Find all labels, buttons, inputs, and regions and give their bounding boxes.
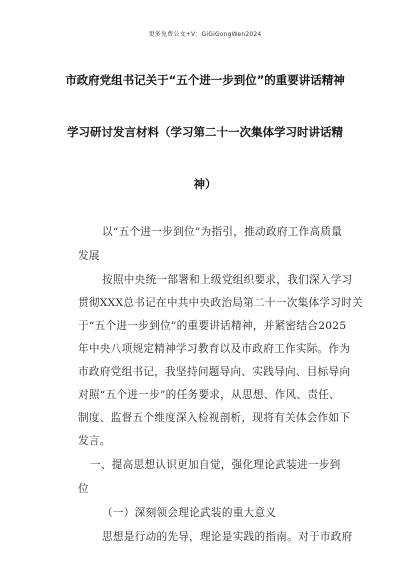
document-title-line-2: 学习研讨发言材料（学习第二十一次集体学习时讲话精: [67, 125, 343, 139]
body-line: 思想是行动的先导，理论是实践的指南。对于市政府: [102, 531, 353, 543]
subsection-heading: （一）深刻领会理论武装的重大意义: [102, 507, 277, 519]
document-title-line-1: 市政府党组书记关于“五个进一步到位”的重要讲话精神: [65, 73, 345, 87]
body-line: 年中央八项规定精神学习教育以及市政府工作实际。作为: [78, 343, 351, 355]
section-heading-line: 一、提高思想认识更加自觉，强化理论武装进一步到: [90, 459, 341, 471]
body-line: 制度、监督五个维度深入检视剖析，现将有关体会作如下: [78, 412, 351, 424]
body-line: 对照“五个进一步”的任务要求，从思想、作风、责任、: [78, 389, 340, 401]
body-line: 按照中央统一部署和上级党组织要求，我们深入学习: [102, 274, 353, 286]
body-line: 市政府党组书记，我坚持问题导向、实践导向、目标导向: [78, 366, 351, 378]
body-line: 贯彻XXX总书记在中共中央政治局第二十一次集体学习时关: [78, 297, 363, 309]
body-line: 于“五个进一步到位”的重要讲话精神，并紧密结合2025: [78, 320, 347, 332]
section-heading-line: 位: [78, 483, 89, 495]
body-line: 发言。: [78, 435, 111, 447]
document-title-line-3: 神）: [193, 177, 217, 191]
body-line: 以“五个进一步到位”为指引，推动政府工作高质量: [102, 226, 343, 238]
header-watermark: 更多免费公文+V：GiGiGongWen2024: [148, 31, 262, 38]
body-line: 发展: [78, 250, 100, 262]
